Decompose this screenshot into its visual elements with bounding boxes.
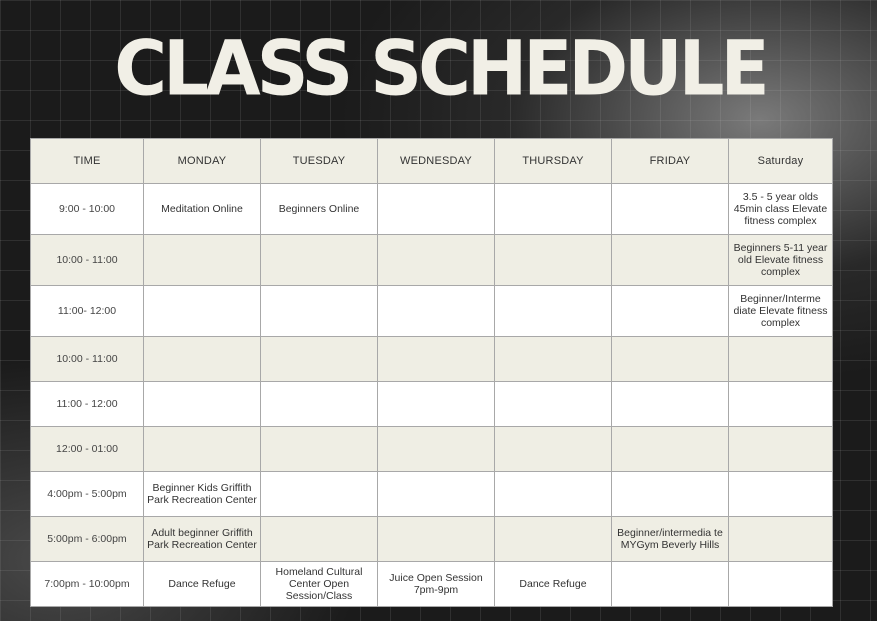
class-cell: 3.5 - 5 year olds 45min class Elevate fitness complex	[729, 184, 833, 235]
class-cell	[261, 517, 378, 562]
class-cell	[378, 472, 495, 517]
class-cell	[729, 337, 833, 382]
column-header-monday: MONDAY	[144, 139, 261, 184]
class-cell	[729, 472, 833, 517]
table-row	[31, 235, 833, 286]
class-cell	[261, 472, 378, 517]
class-cell	[729, 427, 833, 472]
class-cell: Beginner/intermedia te MYGym Beverly Hills	[612, 517, 729, 562]
page-title: CLASS SCHEDULE	[114, 23, 766, 113]
class-cell: Dance Refuge	[495, 562, 612, 607]
class-cell	[495, 184, 612, 235]
class-cell	[495, 382, 612, 427]
class-cell	[729, 382, 833, 427]
class-cell	[729, 517, 833, 562]
class-cell	[261, 286, 378, 337]
time-cell: 12:00 - 01:00	[31, 427, 144, 472]
column-header-saturday: Saturday	[729, 139, 833, 184]
class-cell: Homeland Cultural Center Open Session/Class	[261, 562, 378, 607]
time-cell: 4:00pm - 5:00pm	[31, 472, 144, 517]
class-cell	[612, 337, 729, 382]
time-cell: 10:00 - 11:00	[31, 235, 144, 286]
column-header-tuesday: TUESDAY	[261, 139, 378, 184]
class-cell	[378, 235, 495, 286]
table-row	[31, 337, 833, 382]
table-row	[31, 184, 833, 235]
column-header-thursday: THURSDAY	[495, 139, 612, 184]
class-cell	[612, 427, 729, 472]
class-cell	[612, 382, 729, 427]
table-row	[31, 286, 833, 337]
class-cell	[261, 427, 378, 472]
column-header-time: TIME	[31, 139, 144, 184]
class-cell	[144, 235, 261, 286]
class-cell	[495, 286, 612, 337]
class-cell	[495, 235, 612, 286]
table-row	[31, 472, 833, 517]
time-cell: 11:00- 12:00	[31, 286, 144, 337]
class-cell	[144, 427, 261, 472]
time-cell: 9:00 - 10:00	[31, 184, 144, 235]
table-row	[31, 517, 833, 562]
time-cell: 7:00pm - 10:00pm	[31, 562, 144, 607]
class-cell	[378, 382, 495, 427]
table-row	[31, 427, 833, 472]
class-cell	[378, 337, 495, 382]
class-cell	[495, 427, 612, 472]
class-cell	[261, 337, 378, 382]
class-cell	[144, 382, 261, 427]
class-cell	[495, 337, 612, 382]
class-cell	[612, 184, 729, 235]
time-cell: 11:00 - 12:00	[31, 382, 144, 427]
class-cell	[378, 427, 495, 472]
class-cell	[612, 286, 729, 337]
class-cell	[144, 286, 261, 337]
class-cell	[612, 235, 729, 286]
table-row	[31, 382, 833, 427]
class-cell: Juice Open Session 7pm-9pm	[378, 562, 495, 607]
class-cell: Beginners 5-11 year old Elevate fitness complex	[729, 235, 833, 286]
time-cell: 10:00 - 11:00	[31, 337, 144, 382]
class-cell: Dance Refuge	[144, 562, 261, 607]
time-cell: 5:00pm - 6:00pm	[31, 517, 144, 562]
class-cell	[612, 472, 729, 517]
class-cell	[378, 517, 495, 562]
class-cell	[378, 184, 495, 235]
class-cell: Adult beginner Griffith Park Recreation Center	[144, 517, 261, 562]
class-cell	[495, 517, 612, 562]
class-cell	[378, 286, 495, 337]
class-cell	[729, 562, 833, 607]
class-cell: Beginners Online	[261, 184, 378, 235]
class-cell	[612, 562, 729, 607]
column-header-friday: FRIDAY	[612, 139, 729, 184]
column-header-wednesday: WEDNESDAY	[378, 139, 495, 184]
table-row	[31, 562, 833, 607]
class-cell	[144, 337, 261, 382]
class-cell	[495, 472, 612, 517]
class-cell: Beginner Kids Griffith Park Recreation Center	[144, 472, 261, 517]
class-cell	[261, 382, 378, 427]
class-cell: Meditation Online	[144, 184, 261, 235]
class-cell	[261, 235, 378, 286]
schedule-table	[30, 138, 833, 607]
class-cell: Beginner/Interme diate Elevate fitness complex	[729, 286, 833, 337]
header-row	[31, 139, 833, 184]
